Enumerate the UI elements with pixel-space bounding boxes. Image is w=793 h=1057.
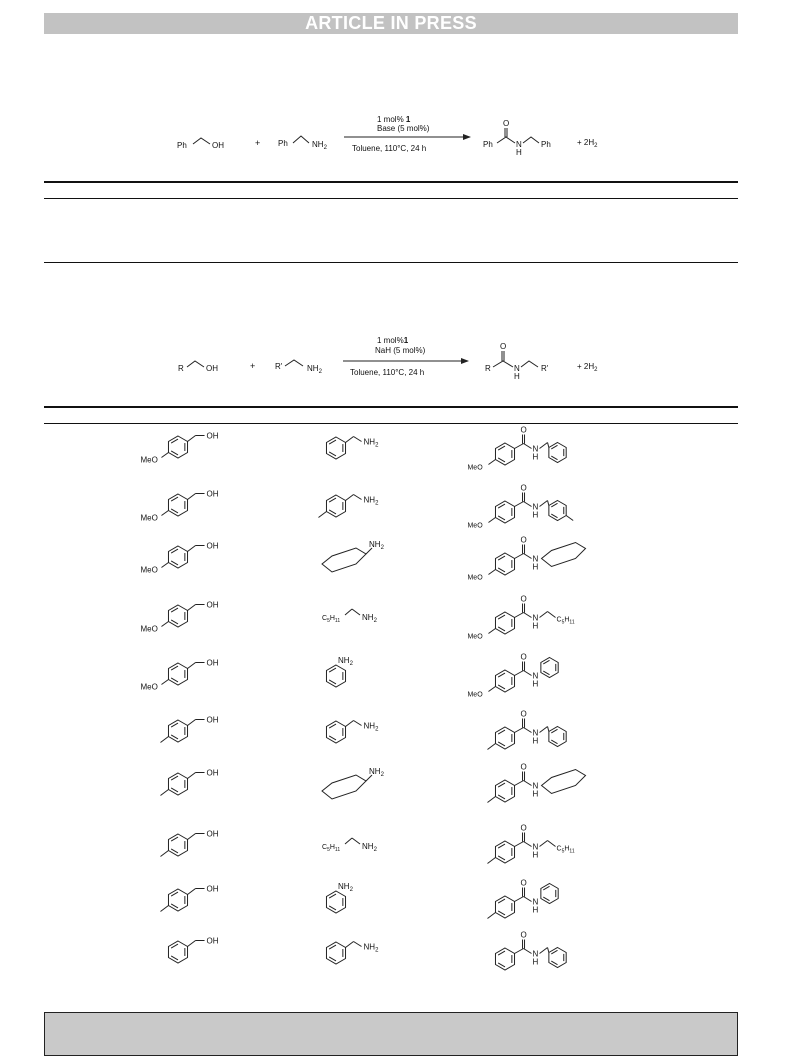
svg-text:H: H <box>532 452 539 462</box>
substrate-table <box>140 426 585 971</box>
scheme2-cond-catalyst: 1 mol%1 <box>377 336 409 345</box>
table-row <box>160 710 566 750</box>
svg-text:NH2: $NH_2$ <box>369 767 384 778</box>
svg-text:N: N <box>532 671 539 681</box>
svg-text:N: N <box>532 613 539 623</box>
table-row <box>140 595 574 641</box>
scheme2-reactant-alcohol <box>178 361 218 373</box>
amine-structure <box>322 767 385 799</box>
svg-text:OH: OH <box>206 489 219 499</box>
svg-text:NH2: $NH_2$ <box>307 364 322 375</box>
alcohol-structure <box>140 601 218 634</box>
amide-product-structure <box>467 426 566 472</box>
svg-text:N: N <box>514 364 520 373</box>
amide-product-structure <box>487 710 566 750</box>
svg-text:MeO: MeO <box>467 522 483 530</box>
svg-text:C5H11: $C_5H_{11}$ <box>556 845 575 855</box>
svg-text:MeO: MeO <box>467 464 483 472</box>
svg-text:N: N <box>532 897 539 907</box>
svg-text:NH2: $NH_2$ <box>362 613 377 624</box>
svg-text:O: O <box>503 119 510 128</box>
scheme2-cond-solvent: Toluene, 110°C, 24 h <box>350 368 425 377</box>
scheme1-cond-solvent: Toluene, 110°C, 24 h <box>352 144 427 153</box>
svg-text:OH: OH <box>206 541 219 551</box>
svg-text:O: O <box>520 930 527 940</box>
svg-text:OH: OH <box>206 715 219 725</box>
table-row <box>140 536 585 582</box>
amine-structure <box>322 838 378 853</box>
amine-structure <box>322 540 385 572</box>
svg-text:O: O <box>520 425 527 435</box>
amide-product-structure <box>495 931 566 971</box>
svg-text:MeO: MeO <box>140 682 158 692</box>
svg-text:R: R <box>485 364 491 373</box>
amine-structure <box>326 882 353 913</box>
alcohol-structure <box>160 885 218 912</box>
table-row <box>140 484 573 530</box>
svg-text:NH2: $NH_2$ <box>362 842 377 853</box>
scheme2-product-amide <box>485 342 549 381</box>
svg-text:H: H <box>532 679 539 689</box>
svg-text:C5H11: $C_5H_{11}$ <box>556 616 575 626</box>
table-row <box>160 824 574 864</box>
scheme1-cond-base: Base (5 mol%) <box>377 124 430 133</box>
svg-text:NH2: $NH_2$ <box>363 721 379 733</box>
scheme1-product-n-benzylbenzamide <box>483 119 551 157</box>
svg-text:O: O <box>520 535 527 545</box>
svg-text:OH: OH <box>206 884 219 894</box>
svg-text:O: O <box>520 594 527 604</box>
svg-text:MeO: MeO <box>467 574 483 582</box>
alcohol-structure <box>160 716 218 743</box>
svg-text:O: O <box>500 342 507 351</box>
svg-text:O: O <box>520 709 527 719</box>
scheme1-hydrogen-byproduct: + $2H_2$ <box>577 138 598 149</box>
scheme2-plus: + <box>250 361 256 371</box>
svg-text:H: H <box>532 789 539 799</box>
scheme1-cond-catalyst: 1 mol% 1 <box>377 115 411 124</box>
svg-text:Ph: Ph <box>278 139 288 148</box>
svg-text:MeO: MeO <box>140 455 158 465</box>
svg-text:NH2: $NH_2$ <box>363 942 379 954</box>
svg-text:R': R' <box>541 364 549 373</box>
svg-text:H: H <box>532 736 539 746</box>
svg-text:NH2: $NH_2$ <box>312 140 327 151</box>
scheme1-reactant-benzylamine <box>278 136 328 151</box>
svg-text:NH2: $NH_2$ <box>369 540 384 551</box>
svg-text:N: N <box>532 842 539 852</box>
svg-text:N: N <box>532 444 539 454</box>
svg-text:N: N <box>532 949 539 959</box>
svg-text:C5H11: $C_5H_{11}$ <box>322 615 341 624</box>
table-row <box>140 426 566 472</box>
svg-text:Ph: Ph <box>483 140 493 149</box>
alcohol-structure <box>160 830 218 857</box>
svg-text:OH: OH <box>206 658 219 668</box>
amine-structure <box>326 942 379 965</box>
amine-structure <box>322 609 378 624</box>
scheme-2 <box>178 336 598 381</box>
svg-text:C5H11: $C_5H_{11}$ <box>322 844 341 853</box>
amine-structure <box>326 721 379 744</box>
svg-text:R: R <box>178 364 184 373</box>
amide-product-structure <box>467 653 558 699</box>
svg-text:H: H <box>514 372 520 381</box>
amine-structure <box>326 437 379 460</box>
svg-text:H: H <box>532 957 539 967</box>
amide-product-structure <box>467 595 574 641</box>
svg-text:OH: OH <box>206 431 219 441</box>
scheme1-reactant-benzyl-alcohol <box>177 138 224 150</box>
amide-product-structure <box>467 484 573 530</box>
table-row <box>140 653 558 699</box>
table-row <box>168 931 566 971</box>
scheme1-plus: + <box>255 138 261 148</box>
svg-text:N: N <box>532 728 539 738</box>
amide-product-structure <box>487 824 574 864</box>
alcohol-structure <box>140 659 218 692</box>
alcohol-structure <box>140 542 218 575</box>
table-row <box>160 763 585 803</box>
amine-structure <box>318 495 379 518</box>
amide-product-structure <box>487 763 585 803</box>
svg-text:MeO: MeO <box>140 624 158 634</box>
svg-text:NH2: $NH_2$ <box>363 495 379 507</box>
table-row <box>160 879 558 919</box>
svg-text:MeO: MeO <box>140 565 158 575</box>
svg-text:H: H <box>532 510 539 520</box>
svg-text:N: N <box>532 781 539 791</box>
scheme2-hydrogen-byproduct: + $2H_2$ <box>577 362 598 373</box>
alcohol-structure <box>140 432 218 465</box>
svg-text:N: N <box>532 502 539 512</box>
svg-text:NH2: $NH_2$ <box>338 882 353 893</box>
svg-text:MeO: MeO <box>140 513 158 523</box>
scheme2-reactant-amine <box>275 360 323 375</box>
svg-text:O: O <box>520 762 527 772</box>
svg-text:OH: OH <box>206 829 219 839</box>
svg-text:N: N <box>532 554 539 564</box>
svg-text:H: H <box>532 562 539 572</box>
svg-text:Ph: Ph <box>177 141 187 150</box>
article-in-press-banner: ARTICLE IN PRESS <box>44 13 738 34</box>
svg-text:H: H <box>532 621 539 631</box>
svg-text:MeO: MeO <box>467 691 483 699</box>
alcohol-structure <box>140 490 218 523</box>
alcohol-structure <box>168 937 218 964</box>
svg-text:O: O <box>520 483 527 493</box>
svg-text:OH: OH <box>206 936 219 946</box>
svg-text:H: H <box>516 148 522 157</box>
svg-text:O: O <box>520 652 527 662</box>
svg-text:H: H <box>532 905 539 915</box>
svg-text:Ph: Ph <box>541 140 551 149</box>
svg-text:OH: OH <box>206 364 218 373</box>
amide-product-structure <box>467 536 585 582</box>
svg-text:OH: OH <box>206 768 219 778</box>
scheme2-cond-base: NaH (5 mol%) <box>375 346 426 355</box>
svg-text:N: N <box>516 140 522 149</box>
svg-text:R': R' <box>275 362 283 371</box>
svg-text:NH2: $NH_2$ <box>338 656 353 667</box>
amide-product-structure <box>487 879 558 919</box>
alcohol-structure <box>160 769 218 796</box>
svg-text:OH: OH <box>206 600 219 610</box>
svg-text:MeO: MeO <box>467 633 483 641</box>
svg-text:NH2: $NH_2$ <box>363 437 379 449</box>
svg-text:OH: OH <box>212 141 224 150</box>
svg-text:O: O <box>520 878 527 888</box>
scheme-1 <box>177 115 598 157</box>
amine-structure <box>326 656 353 687</box>
svg-text:H: H <box>532 850 539 860</box>
svg-text:O: O <box>520 823 527 833</box>
